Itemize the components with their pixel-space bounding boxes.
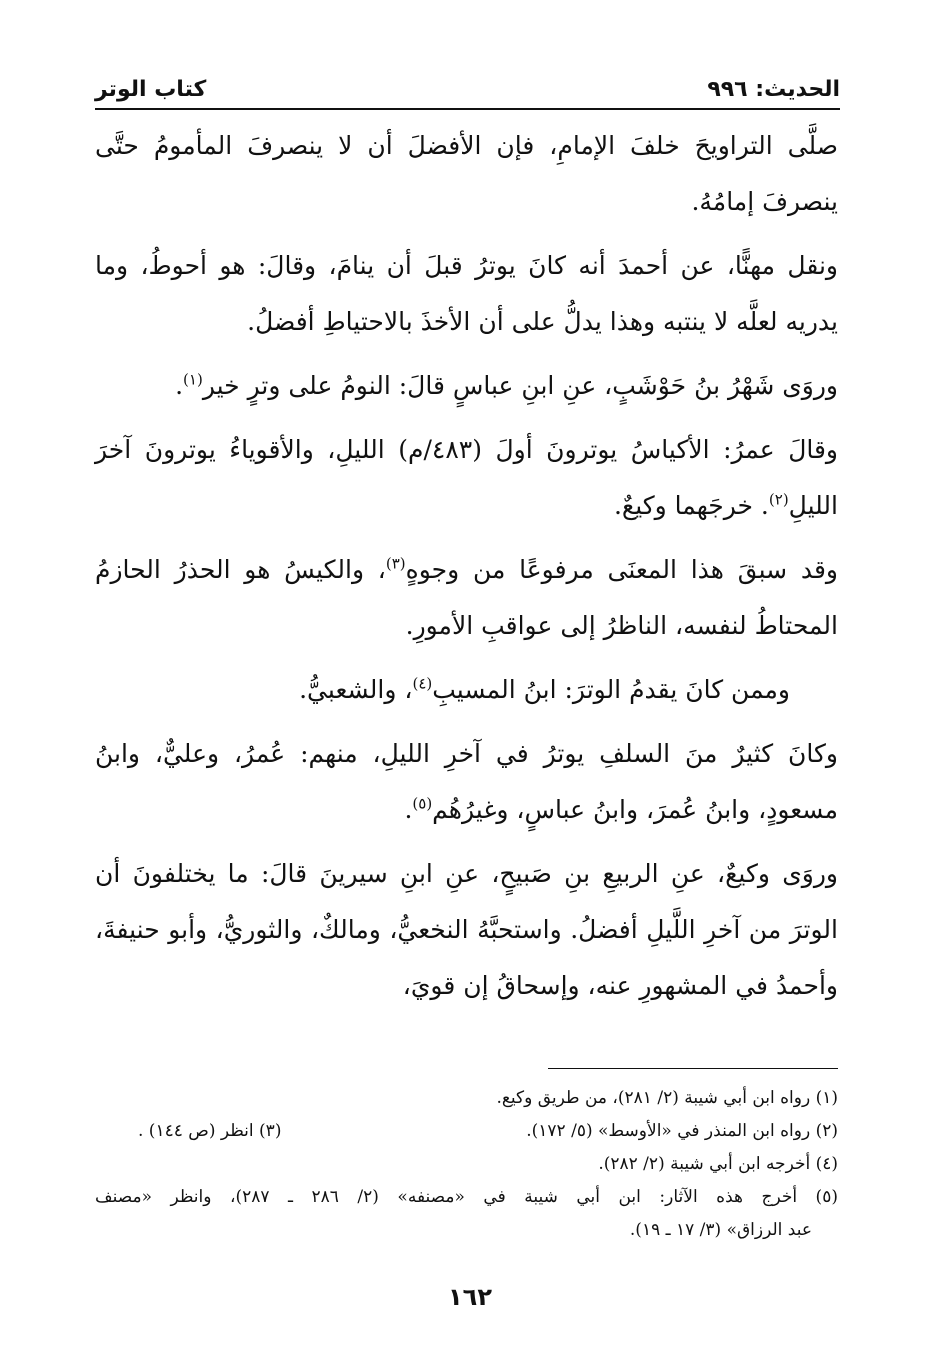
footnote-3: (٣) انظر (ص ١٤٤) . [138, 1121, 282, 1141]
main-text [95, 118, 838, 1022]
paragraph-text: وروَى وكيعٌ، عنِ الربيعِ بنِ صَبيحٍ، عنِ ابنِ سيرينَ قالَ: ما يختلفونَ أن الوترَ من آخرِ اللَّيلِ أفضلُ. واستحبَّهُ النخعيُّ، ومالكٌ، والثوريُّ، وأبو حنيفةَ، وأحمدُ في المشهورِ عنه، وإسحاقُ إن قويَ، [95, 859, 838, 1000]
paragraph [95, 422, 838, 534]
paragraph-text: ، والكيسُ هو الحذرُ الحازمُ المحتاطُ لنفسه، الناظرُ إلى عواقبِ الأمورِ. [95, 555, 838, 640]
footnote-2: (٢) رواه ابن المنذر في «الأوسط» (٥/ ١٧٢). [526, 1121, 838, 1141]
footnote-5: (٥) أخرج هذه الآثار: ابن أبي شيبة في «مصنفه» (٢/ ٢٨٦ ـ ٢٨٧)، وانظر «مصنف [95, 1187, 838, 1207]
paragraph-text: وقد سبقَ هذا المعنَى مرفوعًا من وجوهٍ [405, 555, 838, 584]
paragraph-text: وممن كانَ يقدمُ الوترَ: ابنُ المسيبِ [432, 675, 790, 704]
book-title: كتاب الوتر [95, 77, 207, 102]
paragraph [95, 846, 838, 1014]
footnote-divider [548, 1068, 838, 1069]
hadith-number: الحديث: ٩٩٦ [707, 77, 840, 102]
footnote-ref[interactable]: (٤) [412, 674, 433, 693]
paragraph [95, 118, 838, 230]
footnote-5-continued: عبد الرزاق» (٣/ ١٧ ـ ١٩). [629, 1220, 812, 1240]
paragraph-text: وكانَ كثيرٌ منَ السلفِ يوترُ في آخرِ الليلِ، منهم: عُمرُ، وعليٌّ، وابنُ مسعودٍ، وابنُ عُمرَ، وابنُ عباسٍ، وغيرُهُم [95, 739, 838, 824]
paragraph-text: ونقل مهنًّا، عن أحمدَ أنه كانَ يوترُ قبلَ أن ينامَ، وقالَ: هو أحوطُ، وما يدريه لعلَّه لا ينتبه وهذا يدلُّ على أن الأخذَ بالاحتياطِ أفضلُ. [95, 251, 838, 336]
footnote-ref[interactable]: (٣) [385, 554, 406, 573]
paragraph-text: ، والشعبيُّ. [299, 675, 413, 704]
paragraph-text: . [404, 795, 413, 824]
paragraph [95, 238, 838, 350]
footnote-ref[interactable]: (١) [183, 370, 203, 389]
paragraph [95, 542, 838, 654]
running-header [95, 62, 840, 110]
paragraph-text: وروَى شَهْرُ بنُ حَوْشَبٍ، عنِ ابنِ عباسٍ قالَ: النومُ على وترٍ خير [202, 371, 838, 400]
footnote-ref[interactable]: (٥) [412, 794, 433, 813]
paragraph-text: . [175, 371, 184, 400]
paragraph-text: . خرجَهما وكيعٌ. [613, 491, 769, 520]
paragraph [95, 662, 838, 718]
footnote-row [138, 1115, 838, 1148]
footnote-4: (٤) أخرجه ابن أبي شيبة (٢/ ٢٨٢). [598, 1154, 838, 1174]
footnotes [95, 1082, 838, 1247]
paragraph-text: وقالَ عمرُ: الأكياسُ يوترونَ أولَ (٤٨٣/م) الليلِ، والأقوياءُ يوترونَ آخرَ الليلِ [95, 435, 838, 520]
footnote-ref[interactable]: (٢) [768, 490, 789, 509]
paragraph-text: صلَّى التراويحَ خلفَ الإمامِ، فإن الأفضلَ أن لا ينصرفَ المأمومُ حتَّى ينصرفَ إمامُهُ. [95, 131, 838, 216]
paragraph [95, 726, 838, 838]
paragraph [95, 358, 838, 414]
footnote-1: (١) رواه ابن أبي شيبة (٢/ ٢٨١)، من طريق وكيع. [496, 1088, 838, 1108]
page-number: ١٦٢ [448, 1283, 492, 1311]
